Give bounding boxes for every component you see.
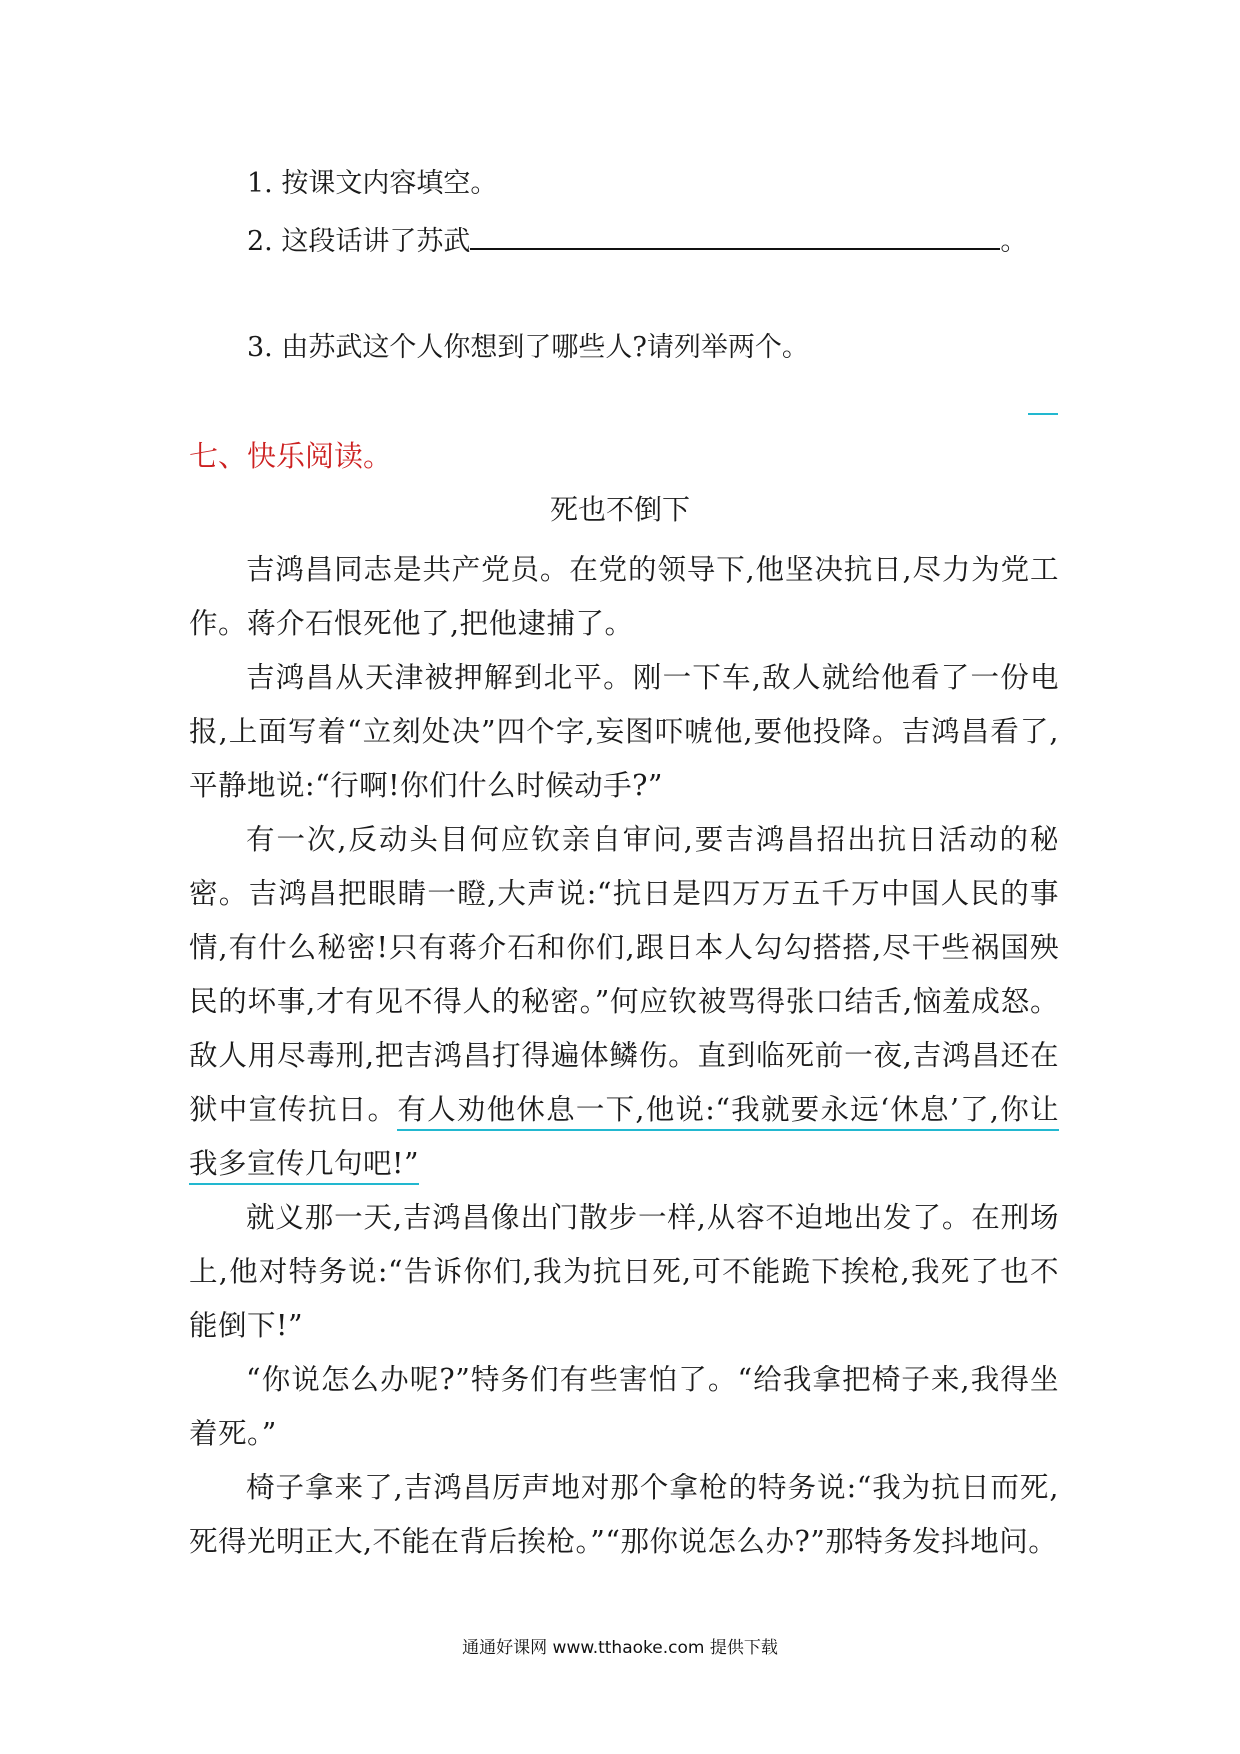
paragraph-6: 椅子拿来了,吉鸿昌厉声地对那个拿枪的特务说:“我为抗日而死,死得光明正大,不能在背后挨枪。”“那你说怎么办?”那特务发抖地问。 [189,1471,1059,1558]
paragraph-3-text: 有一次,反动头目何应钦亲自审问,要吉鸿昌招出抗日活动的秘密。吉鸿昌把眼睛一瞪,大声说:“抗日是四万万五千万中国人民的事情,有什么秘密!只有蒋介石和你们,跟日本人勾勾搭搭,尽干些祸国殃民的坏事,才有见不得人的秘密。”何应钦被骂得张口结舌,恼羞成怒。敌人用尽毒刑,把吉鸿昌打得遍体鳞伤。直到临死前一夜,吉鸿昌还在狱中宣传抗日。 [189,823,1059,1126]
section-heading: 七、快乐阅读。 [189,439,393,473]
paragraph-1: 吉鸿昌同志是共产党员。在党的领导下,他坚决抗日,尽力为党工作。蒋介石恨死他了,把他逮捕了。 [189,553,1059,640]
underlined-sentence: 有人劝他休息一下,他说:“我就要永远‘休息’了,你让我多宣传几句吧!” [189,1093,1059,1185]
question-3: 3. 由苏武这个人你想到了哪些人?请列举两个。 [247,332,809,363]
question-1: 1. 按课文内容填空。 [247,168,498,199]
paragraph-2: 吉鸿昌从天津被押解到北平。刚一下车,敌人就给他看了一份电报,上面写着“立刻处决”四个字,妄图吓唬他,要他投降。吉鸿昌看了,平静地说:“行啊!你们什么时候动手?” [189,661,1059,802]
answer-blank-line[interactable] [470,222,1000,250]
question-2-end: 。 [1000,226,1028,257]
cyan-mark [1028,413,1058,415]
footer-credit: 通通好课网 www.tthaoke.com 提供下载 [462,1638,778,1658]
paragraph-4: 就义那一天,吉鸿昌像出门散步一样,从容不迫地出发了。在刑场上,他对特务说:“告诉你们,我为抗日死,可不能跪下挨枪,我死了也不能倒下!” [189,1201,1059,1342]
story-body [189,543,1059,1569]
paragraph-3 [189,813,1059,1191]
story-title: 死也不倒下 [549,493,690,526]
question-2-prompt: 2. 这段话讲了苏武 [247,226,471,257]
question-2 [247,222,1027,260]
paragraph-5: “你说怎么办呢?”特务们有些害怕了。“给我拿把椅子来,我得坐着死。” [189,1363,1059,1450]
